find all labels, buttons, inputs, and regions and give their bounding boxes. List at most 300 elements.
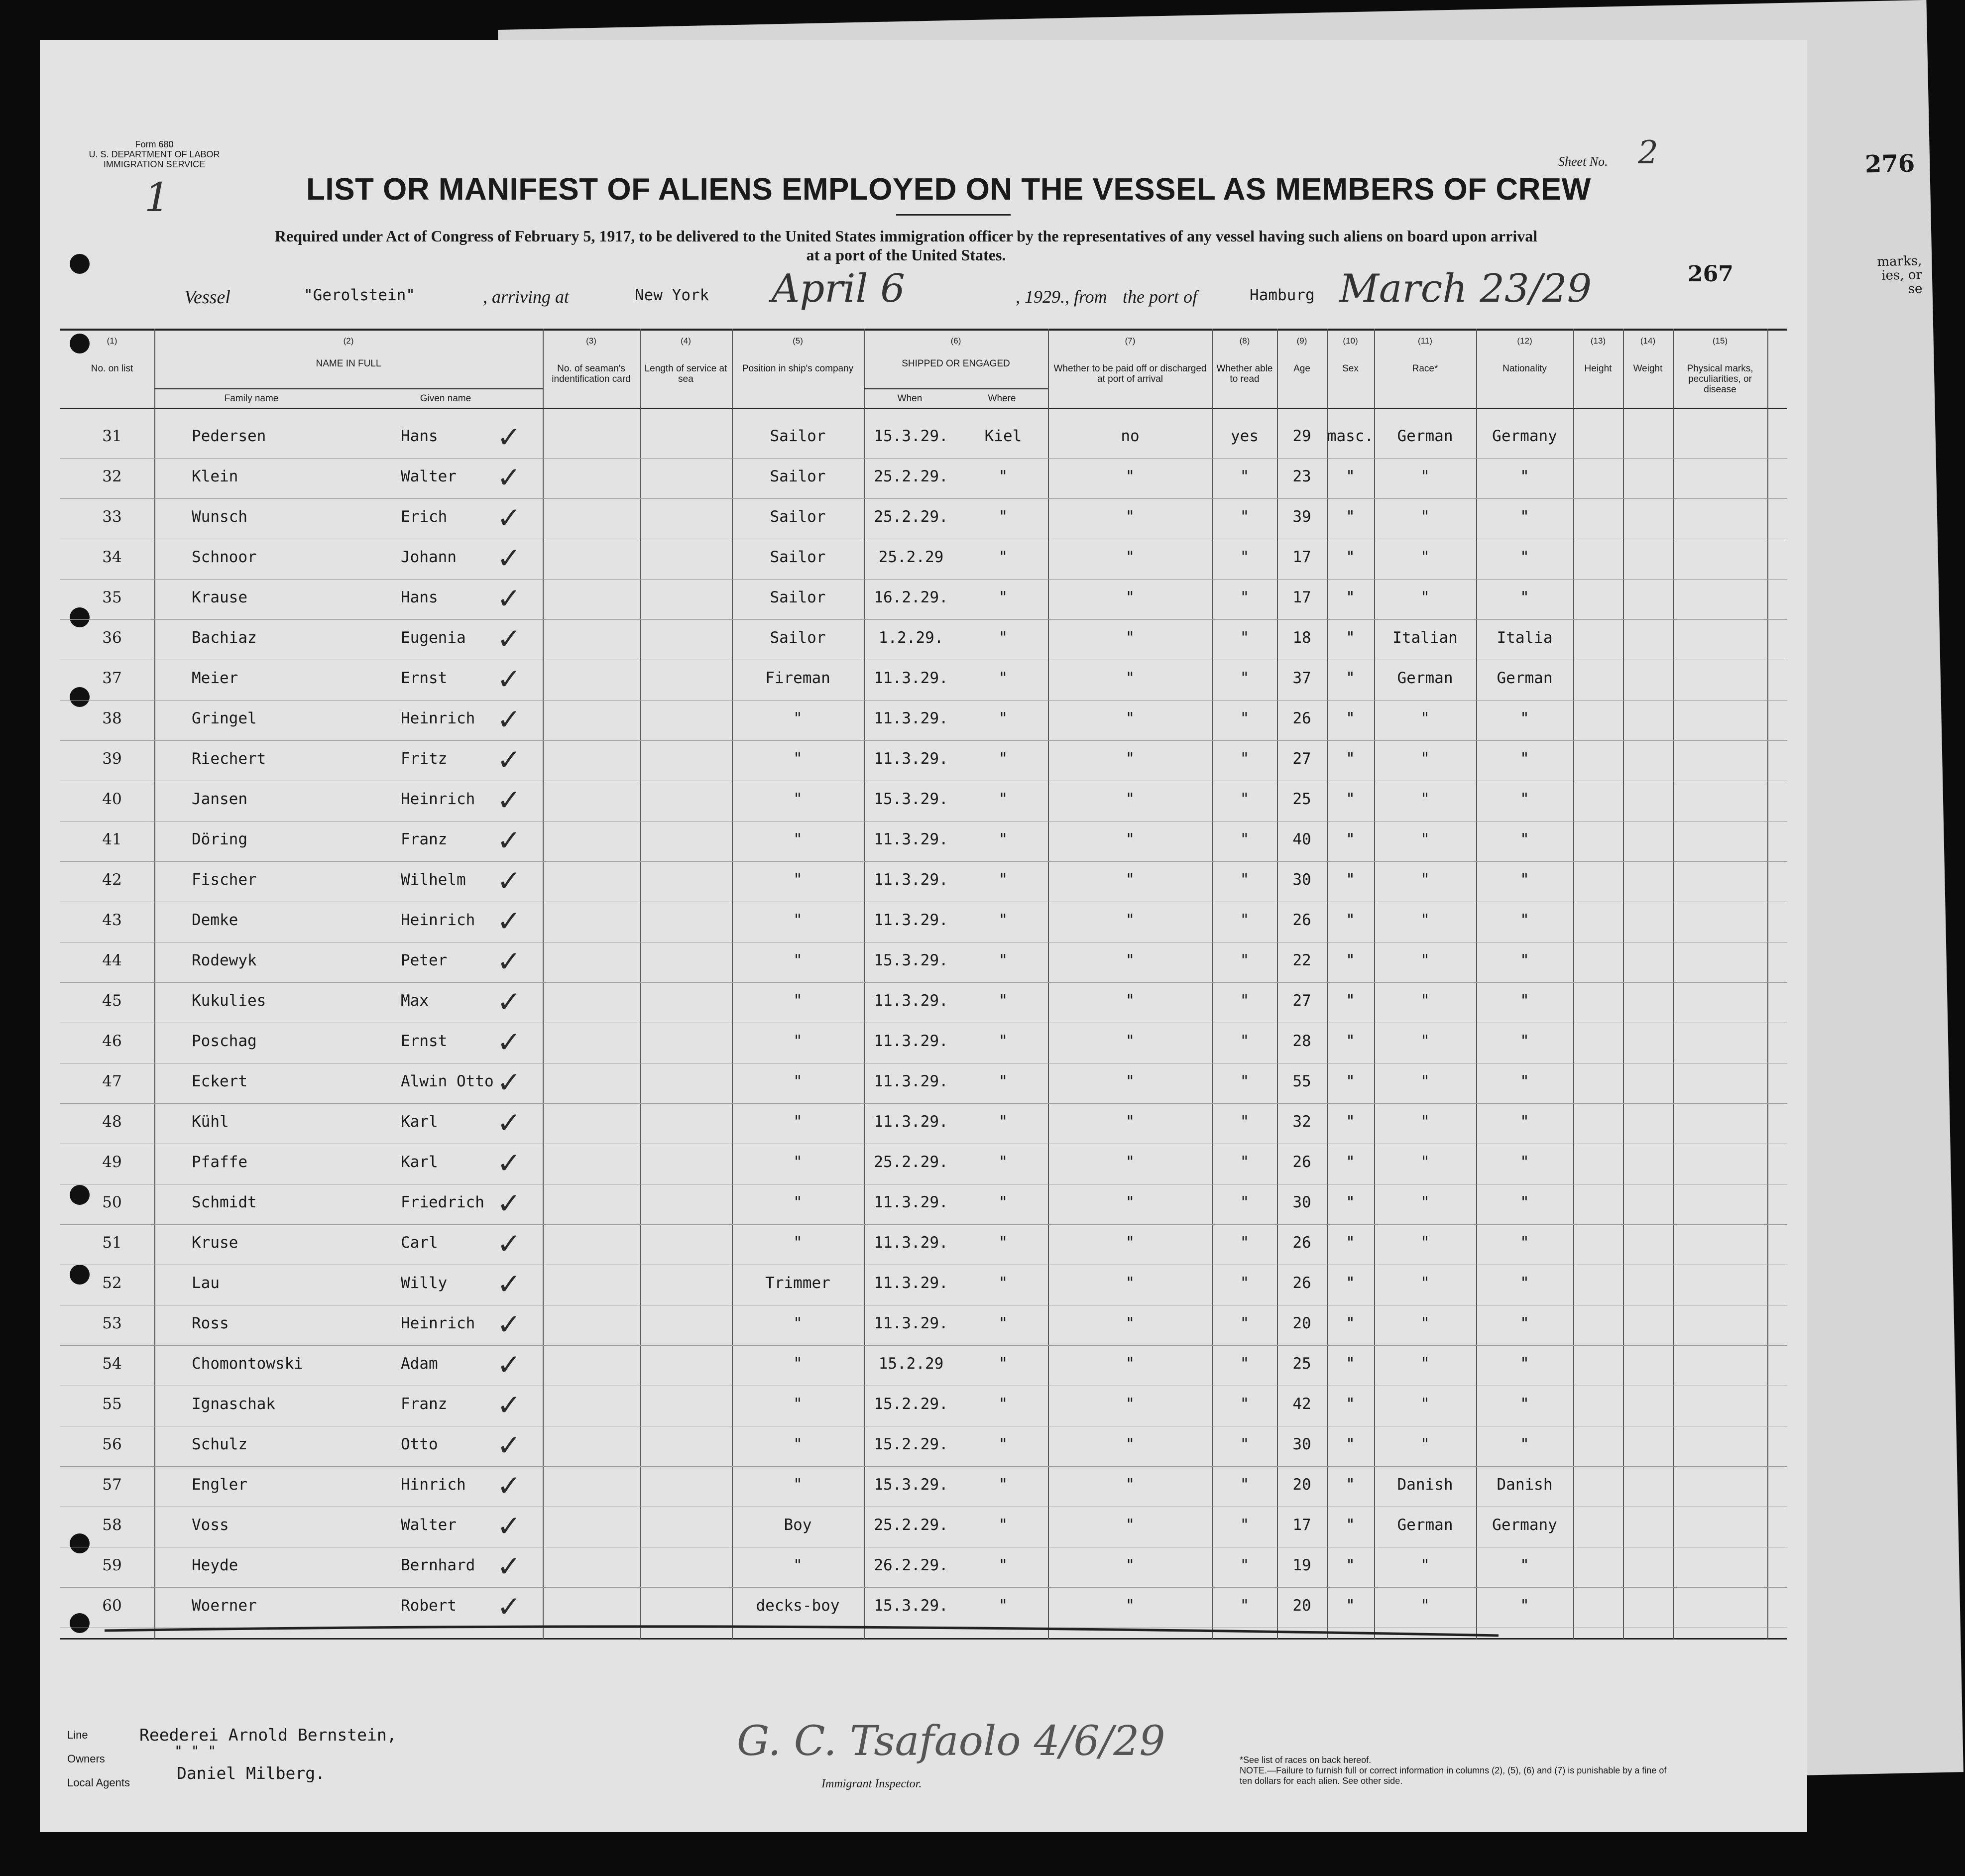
cell-where: " bbox=[998, 951, 1008, 969]
cell-read: " bbox=[1240, 548, 1250, 566]
cell-given: Otto bbox=[401, 1435, 438, 1453]
cell-age: 23 bbox=[1292, 468, 1311, 485]
column-number: (2) bbox=[343, 336, 354, 346]
cell-family: Bachiaz bbox=[192, 629, 257, 647]
cell-position: " bbox=[793, 750, 803, 768]
cell-where: " bbox=[998, 1072, 1008, 1090]
check-mark-icon: ✓ bbox=[497, 1428, 521, 1462]
cell-position: " bbox=[793, 871, 803, 889]
column-header: Height bbox=[1584, 363, 1612, 374]
cell-when: 11.3.29. bbox=[874, 1193, 948, 1211]
cell-position: " bbox=[793, 951, 803, 969]
cell-no: 38 bbox=[102, 709, 122, 727]
cell-paid-off: " bbox=[1125, 1314, 1135, 1332]
column-number: (1) bbox=[107, 336, 117, 346]
cell-age: 27 bbox=[1292, 992, 1311, 1010]
cell-family: Heyde bbox=[192, 1556, 238, 1574]
column-number: (9) bbox=[1296, 336, 1307, 346]
cell-no: 46 bbox=[102, 1032, 122, 1050]
cell-paid-off: " bbox=[1125, 1032, 1135, 1050]
cell-when: 11.3.29. bbox=[874, 1032, 948, 1050]
cell-family: Schnoor bbox=[192, 548, 257, 566]
cell-where: " bbox=[998, 911, 1008, 929]
column-number: (7) bbox=[1125, 336, 1136, 346]
cell-age: 39 bbox=[1292, 508, 1311, 526]
cell-given: Fritz bbox=[401, 750, 448, 768]
cell-read: " bbox=[1240, 1153, 1250, 1171]
cell-family: Pedersen bbox=[192, 427, 266, 445]
cell-paid-off: " bbox=[1125, 911, 1135, 929]
cell-race: German bbox=[1397, 1516, 1453, 1534]
cell-age: 32 bbox=[1292, 1113, 1311, 1131]
cell-no: 42 bbox=[102, 871, 122, 889]
cell-race: " bbox=[1420, 709, 1430, 727]
cell-given: Hans bbox=[401, 427, 438, 445]
check-mark-icon: ✓ bbox=[497, 541, 521, 575]
column-number: (11) bbox=[1418, 336, 1432, 346]
cell-sex: " bbox=[1346, 951, 1355, 969]
cell-sex: " bbox=[1346, 1274, 1355, 1292]
cell-paid-off: " bbox=[1125, 992, 1135, 1010]
check-mark-icon: ✓ bbox=[497, 1348, 521, 1382]
column-subheader: Given name bbox=[420, 393, 471, 404]
cell-family: Voss bbox=[192, 1516, 229, 1534]
cell-given: Karl bbox=[401, 1153, 438, 1171]
cell-where: " bbox=[998, 992, 1008, 1010]
cell-no: 55 bbox=[102, 1395, 122, 1413]
act-notice: Required under Act of Congress of February 5, 1917, to be delivered to the United States immigration officer by the representatives of any vessel having such aliens on board upon arrival at a port of the United States. bbox=[274, 227, 1538, 264]
cell-when: 25.2.29. bbox=[874, 468, 948, 485]
cell-paid-off: " bbox=[1125, 1072, 1135, 1090]
cell-no: 41 bbox=[102, 830, 122, 848]
owners-label: Owners bbox=[67, 1753, 105, 1765]
cell-no: 49 bbox=[102, 1153, 122, 1171]
cell-nationality: Danish bbox=[1497, 1476, 1553, 1494]
cell-race: " bbox=[1420, 508, 1430, 526]
cell-age: 25 bbox=[1292, 790, 1311, 808]
cell-age: 30 bbox=[1292, 1193, 1311, 1211]
cell-age: 22 bbox=[1292, 951, 1311, 969]
cell-given: Hans bbox=[401, 588, 438, 606]
cell-paid-off: " bbox=[1125, 508, 1135, 526]
cell-position: " bbox=[793, 790, 803, 808]
check-mark-icon: ✓ bbox=[497, 1549, 521, 1583]
form-id: Form 680 U. S. DEPARTMENT OF LABOR IMMIGRATION SERVICE bbox=[89, 139, 220, 169]
cell-given: Peter bbox=[401, 951, 448, 969]
inspector-signature: G. C. Tsafaolo 4/6/29 bbox=[737, 1718, 1165, 1765]
cell-where: " bbox=[998, 468, 1008, 485]
cell-where: " bbox=[998, 1355, 1008, 1373]
cell-age: 29 bbox=[1292, 427, 1311, 445]
cell-no: 39 bbox=[102, 750, 122, 768]
check-mark-icon: ✓ bbox=[497, 703, 521, 736]
cell-read: " bbox=[1240, 588, 1250, 606]
column-header: Nationality bbox=[1503, 363, 1547, 374]
cell-when: 11.3.29. bbox=[874, 709, 948, 727]
cell-nationality: " bbox=[1520, 951, 1529, 969]
check-mark-icon: ✓ bbox=[497, 1388, 521, 1422]
closing-ink-line bbox=[40, 40, 1807, 1832]
cell-family: Klein bbox=[192, 468, 238, 485]
check-mark-icon: ✓ bbox=[497, 743, 521, 777]
column-header: Physical marks, peculiarities, or disease bbox=[1687, 363, 1753, 395]
cell-sex: " bbox=[1346, 790, 1355, 808]
cell-paid-off: " bbox=[1125, 548, 1135, 566]
cell-read: " bbox=[1240, 1476, 1250, 1494]
cell-where: " bbox=[998, 1395, 1008, 1413]
cell-sex: " bbox=[1346, 629, 1355, 647]
cell-position: Trimmer bbox=[765, 1274, 830, 1292]
cell-age: 17 bbox=[1292, 548, 1311, 566]
cell-race: German bbox=[1397, 427, 1453, 445]
cell-position: Sailor bbox=[770, 588, 826, 606]
cell-given: Robert bbox=[401, 1597, 457, 1615]
cell-family: Lau bbox=[192, 1274, 220, 1292]
cell-paid-off: " bbox=[1125, 1395, 1135, 1413]
cell-race: " bbox=[1420, 1597, 1430, 1615]
cell-where: " bbox=[998, 508, 1008, 526]
cell-when: 11.3.29. bbox=[874, 992, 948, 1010]
column-number: (6) bbox=[950, 336, 961, 346]
from-port-label: the port of bbox=[1123, 287, 1197, 307]
cell-nationality: " bbox=[1520, 1193, 1529, 1211]
cell-age: 30 bbox=[1292, 871, 1311, 889]
cell-paid-off: " bbox=[1125, 750, 1135, 768]
cell-sex: " bbox=[1346, 508, 1355, 526]
line-label: Line bbox=[67, 1729, 88, 1741]
cell-no: 50 bbox=[102, 1193, 122, 1211]
cell-family: Kukulies bbox=[192, 992, 266, 1010]
column-header: No. of seaman's indentification card bbox=[552, 363, 631, 384]
check-mark-icon: ✓ bbox=[497, 582, 521, 615]
cell-position: " bbox=[793, 1556, 803, 1574]
cell-given: Alwin Otto bbox=[401, 1072, 494, 1090]
cell-given: Walter bbox=[401, 1516, 457, 1534]
cell-sex: " bbox=[1346, 1556, 1355, 1574]
cell-nationality: Italia bbox=[1497, 629, 1553, 647]
cell-family: Kruse bbox=[192, 1234, 238, 1252]
local-agents-label: Local Agents bbox=[67, 1776, 130, 1789]
cell-age: 19 bbox=[1292, 1556, 1311, 1574]
cell-position: " bbox=[793, 1234, 803, 1252]
cell-paid-off: " bbox=[1125, 790, 1135, 808]
cell-when: 25.2.29 bbox=[878, 548, 944, 566]
column-header: Whether to be paid off or discharged at port of arrival bbox=[1053, 363, 1207, 384]
cell-position: " bbox=[793, 1355, 803, 1373]
cell-race: " bbox=[1420, 871, 1430, 889]
cell-sex: " bbox=[1346, 548, 1355, 566]
column-number: (13) bbox=[1590, 336, 1606, 346]
cell-given: Willy bbox=[401, 1274, 448, 1292]
cell-sex: " bbox=[1346, 830, 1355, 848]
cell-position: " bbox=[793, 1193, 803, 1211]
cell-age: 26 bbox=[1292, 1234, 1311, 1252]
check-mark-icon: ✓ bbox=[497, 944, 521, 978]
check-mark-icon: ✓ bbox=[497, 1025, 521, 1059]
cell-family: Engler bbox=[192, 1476, 247, 1494]
cell-no: 36 bbox=[102, 629, 122, 647]
cell-when: 15.3.29. bbox=[874, 1476, 948, 1494]
cell-where: " bbox=[998, 709, 1008, 727]
cell-when: 11.3.29. bbox=[874, 1274, 948, 1292]
cell-position: decks-boy bbox=[756, 1597, 840, 1615]
cell-when: 11.3.29. bbox=[874, 871, 948, 889]
cell-read: " bbox=[1240, 1597, 1250, 1615]
check-mark-icon: ✓ bbox=[497, 501, 521, 535]
cell-race: " bbox=[1420, 1153, 1430, 1171]
cell-where: " bbox=[998, 1597, 1008, 1615]
cell-family: Döring bbox=[192, 830, 247, 848]
cell-race: " bbox=[1420, 1274, 1430, 1292]
cell-read: " bbox=[1240, 911, 1250, 929]
cell-given: Heinrich bbox=[401, 911, 475, 929]
column-number: (10) bbox=[1343, 336, 1358, 346]
cell-read: " bbox=[1240, 669, 1250, 687]
cell-nationality: " bbox=[1520, 1597, 1529, 1615]
cell-nationality: " bbox=[1520, 1435, 1529, 1453]
cell-no: 52 bbox=[102, 1274, 122, 1292]
cell-no: 54 bbox=[102, 1355, 122, 1373]
check-mark-icon: ✓ bbox=[497, 904, 521, 938]
cell-where: " bbox=[998, 750, 1008, 768]
cell-when: 25.2.29. bbox=[874, 508, 948, 526]
cell-age: 40 bbox=[1292, 830, 1311, 848]
cell-given: Heinrich bbox=[401, 1314, 475, 1332]
cell-where: " bbox=[998, 790, 1008, 808]
cell-no: 44 bbox=[102, 951, 122, 969]
cell-sex: masc. bbox=[1327, 427, 1374, 445]
cell-sex: " bbox=[1346, 1355, 1355, 1373]
cell-family: Schulz bbox=[192, 1435, 247, 1453]
cell-no: 58 bbox=[102, 1516, 122, 1534]
cell-family: Eckert bbox=[192, 1072, 247, 1090]
cell-nationality: " bbox=[1520, 548, 1529, 566]
cell-no: 57 bbox=[102, 1476, 122, 1494]
cell-when: 15.3.29. bbox=[874, 951, 948, 969]
cell-sex: " bbox=[1346, 1072, 1355, 1090]
cell-given: Eugenia bbox=[401, 629, 466, 647]
cell-position: " bbox=[793, 1032, 803, 1050]
column-number: (4) bbox=[681, 336, 691, 346]
column-header: SHIPPED OR ENGAGED bbox=[902, 358, 1010, 369]
cell-nationality: " bbox=[1520, 588, 1529, 606]
cell-given: Ernst bbox=[401, 1032, 448, 1050]
cell-no: 33 bbox=[102, 508, 122, 526]
cell-sex: " bbox=[1346, 750, 1355, 768]
cell-given: Bernhard bbox=[401, 1556, 475, 1574]
cell-position: Sailor bbox=[770, 508, 826, 526]
cell-nationality: " bbox=[1520, 1113, 1529, 1131]
cell-nationality: " bbox=[1520, 1032, 1529, 1050]
cell-when: 15.3.29. bbox=[874, 427, 948, 445]
check-mark-icon: ✓ bbox=[497, 1106, 521, 1140]
cell-paid-off: " bbox=[1125, 1476, 1135, 1494]
cell-sex: " bbox=[1346, 1476, 1355, 1494]
cell-no: 60 bbox=[102, 1597, 122, 1615]
cell-where: " bbox=[998, 1032, 1008, 1050]
cell-no: 34 bbox=[102, 548, 122, 566]
check-mark-icon: ✓ bbox=[497, 662, 521, 696]
cell-read: " bbox=[1240, 629, 1250, 647]
cell-given: Erich bbox=[401, 508, 448, 526]
cell-paid-off: " bbox=[1125, 871, 1135, 889]
cell-sex: " bbox=[1346, 871, 1355, 889]
cell-given: Ernst bbox=[401, 669, 448, 687]
cell-given: Max bbox=[401, 992, 429, 1010]
cell-age: 17 bbox=[1292, 1516, 1311, 1534]
cell-when: 25.2.29. bbox=[874, 1516, 948, 1534]
cell-sex: " bbox=[1346, 1314, 1355, 1332]
check-mark-icon: ✓ bbox=[497, 1307, 521, 1341]
local-agents-value: Daniel Milberg. bbox=[177, 1763, 326, 1783]
cell-nationality: " bbox=[1520, 1314, 1529, 1332]
cell-where: " bbox=[998, 1435, 1008, 1453]
cell-race: " bbox=[1420, 1556, 1430, 1574]
cell-no: 45 bbox=[102, 992, 122, 1010]
check-mark-icon: ✓ bbox=[497, 1469, 521, 1503]
cell-sex: " bbox=[1346, 1193, 1355, 1211]
cell-no: 31 bbox=[102, 427, 122, 445]
cell-age: 26 bbox=[1292, 1274, 1311, 1292]
cell-read: " bbox=[1240, 1314, 1250, 1332]
cell-age: 18 bbox=[1292, 629, 1311, 647]
arrival-date: April 6 bbox=[772, 266, 905, 311]
page-number: 267 bbox=[1688, 261, 1734, 287]
cell-nationality: " bbox=[1520, 468, 1529, 485]
column-header: Race* bbox=[1412, 363, 1438, 374]
cell-paid-off: " bbox=[1125, 1435, 1135, 1453]
cell-race: " bbox=[1420, 1234, 1430, 1252]
cell-read: " bbox=[1240, 468, 1250, 485]
cell-race: " bbox=[1420, 830, 1430, 848]
cell-age: 25 bbox=[1292, 1355, 1311, 1373]
cell-age: 30 bbox=[1292, 1435, 1311, 1453]
column-number: (14) bbox=[1640, 336, 1656, 346]
cell-nationality: " bbox=[1520, 1072, 1529, 1090]
cell-age: 37 bbox=[1292, 669, 1311, 687]
cell-sex: " bbox=[1346, 1032, 1355, 1050]
departure-date: March 23/29 bbox=[1339, 266, 1592, 311]
cell-where: " bbox=[998, 548, 1008, 566]
column-subheader: Where bbox=[988, 393, 1016, 404]
cell-given: Walter bbox=[401, 468, 457, 485]
cell-nationality: " bbox=[1520, 1234, 1529, 1252]
column-header: Length of service at sea bbox=[644, 363, 727, 384]
cell-read: " bbox=[1240, 1556, 1250, 1574]
column-header: Sex bbox=[1342, 363, 1359, 374]
check-mark-icon: ✓ bbox=[497, 1186, 521, 1220]
cell-read: " bbox=[1240, 750, 1250, 768]
check-mark-icon: ✓ bbox=[497, 420, 521, 454]
cell-family: Wunsch bbox=[192, 508, 247, 526]
footnote: *See list of races on back hereof. NOTE.—Failure to furnish full or correct information in columns (2), (5), (6) and (7) is punishable by a fine of ten dollars for each alien. See other side. bbox=[1240, 1755, 1667, 1786]
check-mark-icon: ✓ bbox=[497, 985, 521, 1019]
cell-race: " bbox=[1420, 1032, 1430, 1050]
check-mark-icon: ✓ bbox=[497, 1065, 521, 1099]
cell-age: 20 bbox=[1292, 1476, 1311, 1494]
cell-when: 11.3.29. bbox=[874, 669, 948, 687]
cell-given: Carl bbox=[401, 1234, 438, 1252]
cell-family: Demke bbox=[192, 911, 238, 929]
check-mark-icon: ✓ bbox=[497, 823, 521, 857]
cell-position: Sailor bbox=[770, 427, 826, 445]
cell-when: 1.2.29. bbox=[878, 629, 944, 647]
column-header: Position in ship's company bbox=[742, 363, 854, 374]
handwritten-page-mark: 1 bbox=[144, 174, 170, 221]
cell-paid-off: " bbox=[1125, 588, 1135, 606]
cell-family: Gringel bbox=[192, 709, 257, 727]
check-mark-icon: ✓ bbox=[497, 1267, 521, 1301]
cell-age: 27 bbox=[1292, 750, 1311, 768]
cell-position: " bbox=[793, 1395, 803, 1413]
cell-given: Friedrich bbox=[401, 1193, 484, 1211]
cell-race: " bbox=[1420, 790, 1430, 808]
cell-sex: " bbox=[1346, 1153, 1355, 1171]
cell-read: " bbox=[1240, 1072, 1250, 1090]
cell-race: German bbox=[1397, 669, 1453, 687]
cell-age: 20 bbox=[1292, 1597, 1311, 1615]
cell-family: Krause bbox=[192, 588, 247, 606]
cell-where: " bbox=[998, 1153, 1008, 1171]
cell-read: " bbox=[1240, 830, 1250, 848]
cell-race: " bbox=[1420, 1314, 1430, 1332]
cell-read: " bbox=[1240, 871, 1250, 889]
cell-paid-off: " bbox=[1125, 1193, 1135, 1211]
check-mark-icon: ✓ bbox=[497, 864, 521, 898]
cell-race: " bbox=[1420, 548, 1430, 566]
cell-read: " bbox=[1240, 1113, 1250, 1131]
cell-paid-off: " bbox=[1125, 1153, 1135, 1171]
vessel-name: "Gerolstein" bbox=[304, 286, 415, 304]
inspector-label: Immigrant Inspector. bbox=[821, 1777, 922, 1790]
departure-port: Hamburg bbox=[1250, 286, 1315, 304]
cell-position: " bbox=[793, 1435, 803, 1453]
cell-no: 35 bbox=[102, 588, 122, 606]
cell-race: " bbox=[1420, 1113, 1430, 1131]
cell-when: 26.2.29. bbox=[874, 1556, 948, 1574]
sheet-no-value: 2 bbox=[1638, 134, 1658, 171]
cell-nationality: " bbox=[1520, 508, 1529, 526]
cell-paid-off: " bbox=[1125, 830, 1135, 848]
cell-read: " bbox=[1240, 790, 1250, 808]
cell-age: 20 bbox=[1292, 1314, 1311, 1332]
cell-when: 11.3.29. bbox=[874, 750, 948, 768]
cell-where: " bbox=[998, 1193, 1008, 1211]
underlying-sheet-fragment: marks, ies, or se bbox=[1877, 253, 1923, 297]
column-number: (12) bbox=[1517, 336, 1532, 346]
cell-race: " bbox=[1420, 992, 1430, 1010]
cell-family: Woerner bbox=[192, 1597, 257, 1615]
cell-sex: " bbox=[1346, 1597, 1355, 1615]
cell-position: " bbox=[793, 830, 803, 848]
cell-position: " bbox=[793, 1153, 803, 1171]
cell-nationality: " bbox=[1520, 709, 1529, 727]
cell-race: " bbox=[1420, 588, 1430, 606]
cell-given: Franz bbox=[401, 830, 448, 848]
cell-position: Sailor bbox=[770, 468, 826, 485]
cell-when: 11.3.29. bbox=[874, 1072, 948, 1090]
cell-given: Heinrich bbox=[401, 790, 475, 808]
cell-nationality: " bbox=[1520, 790, 1529, 808]
cell-nationality: Germany bbox=[1492, 1516, 1557, 1534]
cell-paid-off: " bbox=[1125, 1113, 1135, 1131]
cell-paid-off: " bbox=[1125, 951, 1135, 969]
cell-paid-off: " bbox=[1125, 1556, 1135, 1574]
cell-paid-off: " bbox=[1125, 1516, 1135, 1534]
cell-read: " bbox=[1240, 1355, 1250, 1373]
cell-when: 11.3.29. bbox=[874, 1113, 948, 1131]
cell-nationality: " bbox=[1520, 871, 1529, 889]
